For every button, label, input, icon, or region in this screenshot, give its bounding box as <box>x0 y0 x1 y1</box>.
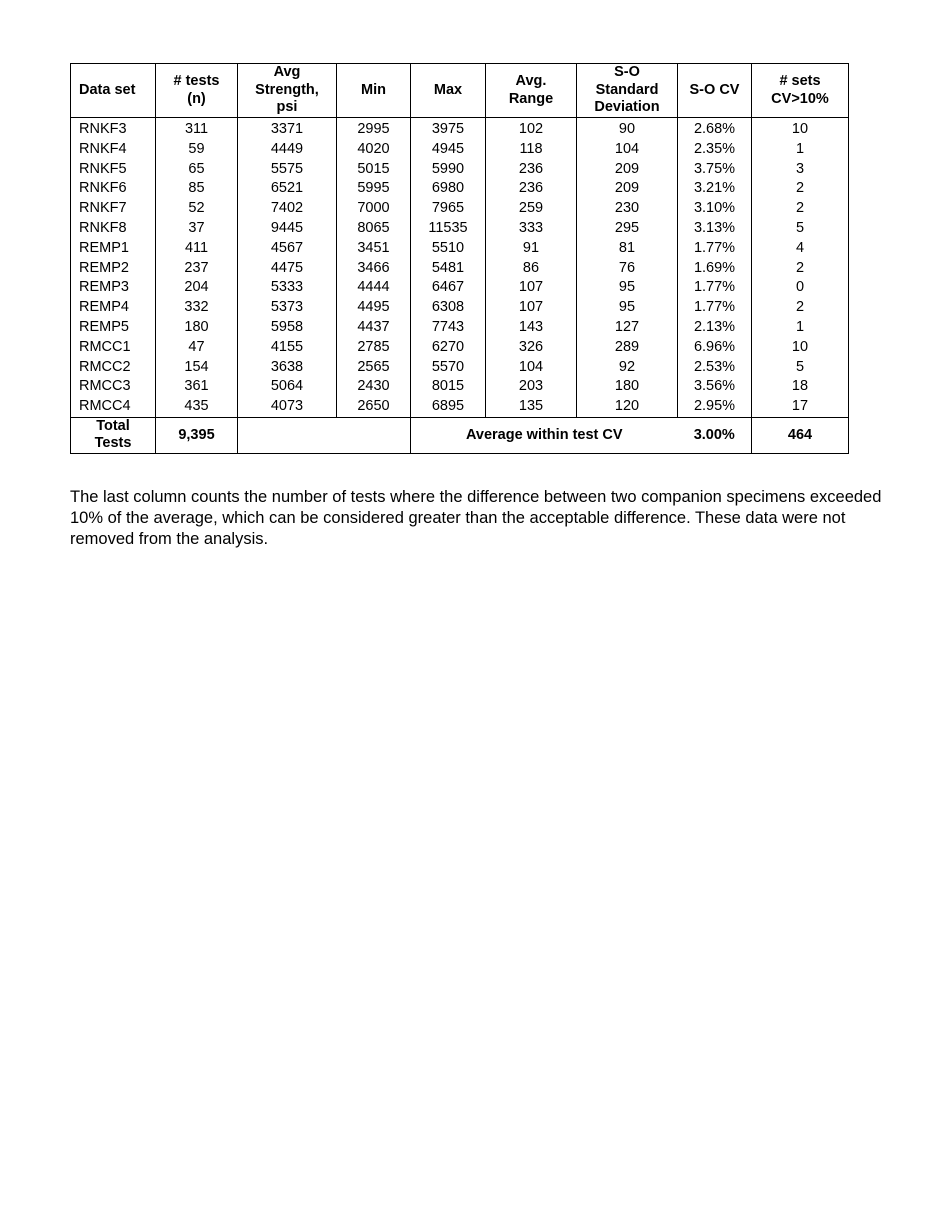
table-row <box>71 239 849 259</box>
table-row <box>71 298 849 318</box>
table-cell: 361 <box>156 377 238 397</box>
table-cell: 92 <box>577 358 678 378</box>
dataset-name-cell: REMP4 <box>71 298 156 318</box>
table-cell: 4495 <box>337 298 411 318</box>
column-header-line: # sets <box>779 73 821 89</box>
table-cell: 65 <box>156 160 238 180</box>
table-cell: 143 <box>486 318 577 338</box>
dataset-name-cell: REMP2 <box>71 259 156 279</box>
dataset-name-cell: RNKF3 <box>71 118 156 140</box>
table-cell: 2.68% <box>678 118 752 140</box>
column-header-line: Deviation <box>594 99 660 116</box>
table-cell: 86 <box>486 259 577 279</box>
table-cell: 204 <box>156 278 238 298</box>
table-cell: 18 <box>752 377 849 397</box>
column-header-line: Data set <box>79 81 136 98</box>
dataset-name-cell: RNKF7 <box>71 199 156 219</box>
table-cell: 5995 <box>337 179 411 199</box>
avg-cv-value: 3.00% <box>678 417 752 453</box>
table-cell: 127 <box>577 318 678 338</box>
table-cell: 3.56% <box>678 377 752 397</box>
column-header-line: psi <box>276 99 298 116</box>
table-cell: 203 <box>486 377 577 397</box>
table-cell: 5570 <box>411 358 486 378</box>
table-row <box>71 338 849 358</box>
table-cell: 5064 <box>238 377 337 397</box>
table-cell: 295 <box>577 219 678 239</box>
table-cell: 326 <box>486 338 577 358</box>
table-cell: 1 <box>752 318 849 338</box>
table-cell: 2565 <box>337 358 411 378</box>
table-cell: 2.35% <box>678 140 752 160</box>
table-cell: 2430 <box>337 377 411 397</box>
dataset-name-cell: RNKF6 <box>71 179 156 199</box>
table-cell: 7743 <box>411 318 486 338</box>
table-cell: 259 <box>486 199 577 219</box>
table-cell: 6980 <box>411 179 486 199</box>
total-row <box>71 417 849 453</box>
table-cell: 4444 <box>337 278 411 298</box>
table-row <box>71 140 849 160</box>
table-cell: 4945 <box>411 140 486 160</box>
table-cell: 6308 <box>411 298 486 318</box>
table-cell: 90 <box>577 118 678 140</box>
table-row <box>71 278 849 298</box>
table-cell: 3451 <box>337 239 411 259</box>
table-cell: 91 <box>486 239 577 259</box>
table-cell: 2.53% <box>678 358 752 378</box>
column-header-line: S-O CV <box>689 81 740 98</box>
column-header <box>486 64 577 118</box>
table-row <box>71 160 849 180</box>
table-cell: 3466 <box>337 259 411 279</box>
total-tests-value: 9,395 <box>156 417 238 453</box>
table-cell: 332 <box>156 298 238 318</box>
table-cell: 0 <box>752 278 849 298</box>
table-cell: 4567 <box>238 239 337 259</box>
table-cell: 311 <box>156 118 238 140</box>
table-cell: 4020 <box>337 140 411 160</box>
table-cell: 230 <box>577 199 678 219</box>
table-cell: 107 <box>486 298 577 318</box>
table-cell: 236 <box>486 160 577 180</box>
table-cell: 37 <box>156 219 238 239</box>
table-cell: 333 <box>486 219 577 239</box>
table-cell: 237 <box>156 259 238 279</box>
table-cell: 9445 <box>238 219 337 239</box>
table-cell: 1.69% <box>678 259 752 279</box>
dataset-name-cell: RNKF8 <box>71 219 156 239</box>
table-row <box>71 377 849 397</box>
table-cell: 3.75% <box>678 160 752 180</box>
table-cell: 5510 <box>411 239 486 259</box>
table-cell: 104 <box>486 358 577 378</box>
table-cell: 120 <box>577 397 678 417</box>
table-row <box>71 179 849 199</box>
table-cell: 6270 <box>411 338 486 358</box>
table-cell: 76 <box>577 259 678 279</box>
table-cell: 85 <box>156 179 238 199</box>
table-cell: 3.10% <box>678 199 752 219</box>
table-cell: 81 <box>577 239 678 259</box>
table-cell: 6467 <box>411 278 486 298</box>
table-cell: 6895 <box>411 397 486 417</box>
column-header <box>411 64 486 118</box>
table-cell: 2.13% <box>678 318 752 338</box>
table-cell: 7000 <box>337 199 411 219</box>
footer-empty-cell <box>238 417 411 453</box>
table-cell: 4 <box>752 239 849 259</box>
table-footer <box>71 417 849 453</box>
table-cell: 154 <box>156 358 238 378</box>
table-cell: 209 <box>577 160 678 180</box>
table-cell: 95 <box>577 298 678 318</box>
table-cell: 5481 <box>411 259 486 279</box>
total-label-line-2: Tests <box>94 435 132 452</box>
table-cell: 4155 <box>238 338 337 358</box>
table-cell: 102 <box>486 118 577 140</box>
table-cell: 236 <box>486 179 577 199</box>
table-cell: 5015 <box>337 160 411 180</box>
table-cell: 2785 <box>337 338 411 358</box>
column-header-line: S-O <box>614 64 640 81</box>
dataset-name-cell: REMP3 <box>71 278 156 298</box>
dataset-name-cell: REMP1 <box>71 239 156 259</box>
table-cell: 11535 <box>411 219 486 239</box>
table-cell: 6.96% <box>678 338 752 358</box>
table-cell: 3.13% <box>678 219 752 239</box>
table-cell: 3.21% <box>678 179 752 199</box>
table-row <box>71 318 849 338</box>
column-header <box>156 64 238 118</box>
table-cell: 1.77% <box>678 278 752 298</box>
column-header-line: Strength, <box>255 81 319 98</box>
column-header <box>337 64 411 118</box>
header-row <box>71 64 849 118</box>
table-cell: 180 <box>577 377 678 397</box>
table-row <box>71 199 849 219</box>
table-cell: 7402 <box>238 199 337 219</box>
column-header-line: (n) <box>187 90 206 107</box>
column-header-line: Range <box>508 90 554 107</box>
table-cell: 411 <box>156 239 238 259</box>
table-cell: 5333 <box>238 278 337 298</box>
table-cell: 7965 <box>411 199 486 219</box>
table-cell: 52 <box>156 199 238 219</box>
column-header-line: # tests <box>173 73 220 89</box>
table-row <box>71 358 849 378</box>
table-cell: 4475 <box>238 259 337 279</box>
column-header-line: Avg. <box>515 73 547 89</box>
table-cell: 2 <box>752 179 849 199</box>
total-label <box>71 417 156 453</box>
table-cell: 4449 <box>238 140 337 160</box>
table-row <box>71 118 849 140</box>
dataset-name-cell: RMCC2 <box>71 358 156 378</box>
column-header-line: Max <box>433 81 463 98</box>
table-row <box>71 219 849 239</box>
table-body <box>71 118 849 418</box>
table-cell: 2 <box>752 199 849 219</box>
table-cell: 435 <box>156 397 238 417</box>
column-header-line: Min <box>361 81 386 98</box>
table-cell: 1.77% <box>678 298 752 318</box>
table-cell: 118 <box>486 140 577 160</box>
table-cell: 17 <box>752 397 849 417</box>
total-sets-value: 464 <box>752 417 849 453</box>
table-header <box>71 64 849 118</box>
table-cell: 59 <box>156 140 238 160</box>
table-cell: 1 <box>752 140 849 160</box>
column-header <box>752 64 849 118</box>
table-cell: 289 <box>577 338 678 358</box>
dataset-name-cell: RMCC1 <box>71 338 156 358</box>
table-cell: 5 <box>752 219 849 239</box>
results-table <box>70 63 849 454</box>
table-cell: 4437 <box>337 318 411 338</box>
table-cell: 10 <box>752 118 849 140</box>
table-row <box>71 259 849 279</box>
table-cell: 107 <box>486 278 577 298</box>
table-cell: 8015 <box>411 377 486 397</box>
column-header <box>678 64 752 118</box>
column-header-line: CV>10% <box>771 90 829 107</box>
table-cell: 5958 <box>238 318 337 338</box>
column-header-line: Avg <box>273 64 301 81</box>
table-cell: 3 <box>752 160 849 180</box>
table-cell: 3975 <box>411 118 486 140</box>
table-cell: 4073 <box>238 397 337 417</box>
table-cell: 2 <box>752 259 849 279</box>
table-cell: 1.77% <box>678 239 752 259</box>
dataset-name-cell: RNKF4 <box>71 140 156 160</box>
table-cell: 209 <box>577 179 678 199</box>
column-header <box>577 64 678 118</box>
dataset-name-cell: RMCC3 <box>71 377 156 397</box>
table-cell: 5575 <box>238 160 337 180</box>
table-cell: 10 <box>752 338 849 358</box>
table-cell: 5 <box>752 358 849 378</box>
table-cell: 104 <box>577 140 678 160</box>
table-cell: 180 <box>156 318 238 338</box>
column-header-line: Standard <box>595 81 659 98</box>
table-row <box>71 397 849 417</box>
note-paragraph: The last column counts the number of tests where the difference between two companion specimens exceeded 10% of the average, which can be considered greater than the acceptable difference. These data were not removed from the analysis. <box>70 488 882 548</box>
table-cell: 3371 <box>238 118 337 140</box>
table-cell: 2650 <box>337 397 411 417</box>
table-cell: 3638 <box>238 358 337 378</box>
column-header <box>238 64 337 118</box>
table-cell: 6521 <box>238 179 337 199</box>
table-cell: 2995 <box>337 118 411 140</box>
table-cell: 47 <box>156 338 238 358</box>
column-header <box>71 64 156 118</box>
dataset-name-cell: RMCC4 <box>71 397 156 417</box>
total-label-line-1: Total <box>96 417 130 434</box>
table-cell: 95 <box>577 278 678 298</box>
avg-cv-label: Average within test CV <box>411 417 678 453</box>
table-cell: 5990 <box>411 160 486 180</box>
table-cell: 2.95% <box>678 397 752 417</box>
dataset-name-cell: REMP5 <box>71 318 156 338</box>
table-cell: 2 <box>752 298 849 318</box>
table-cell: 5373 <box>238 298 337 318</box>
dataset-name-cell: RNKF5 <box>71 160 156 180</box>
table-cell: 135 <box>486 397 577 417</box>
table-cell: 8065 <box>337 219 411 239</box>
